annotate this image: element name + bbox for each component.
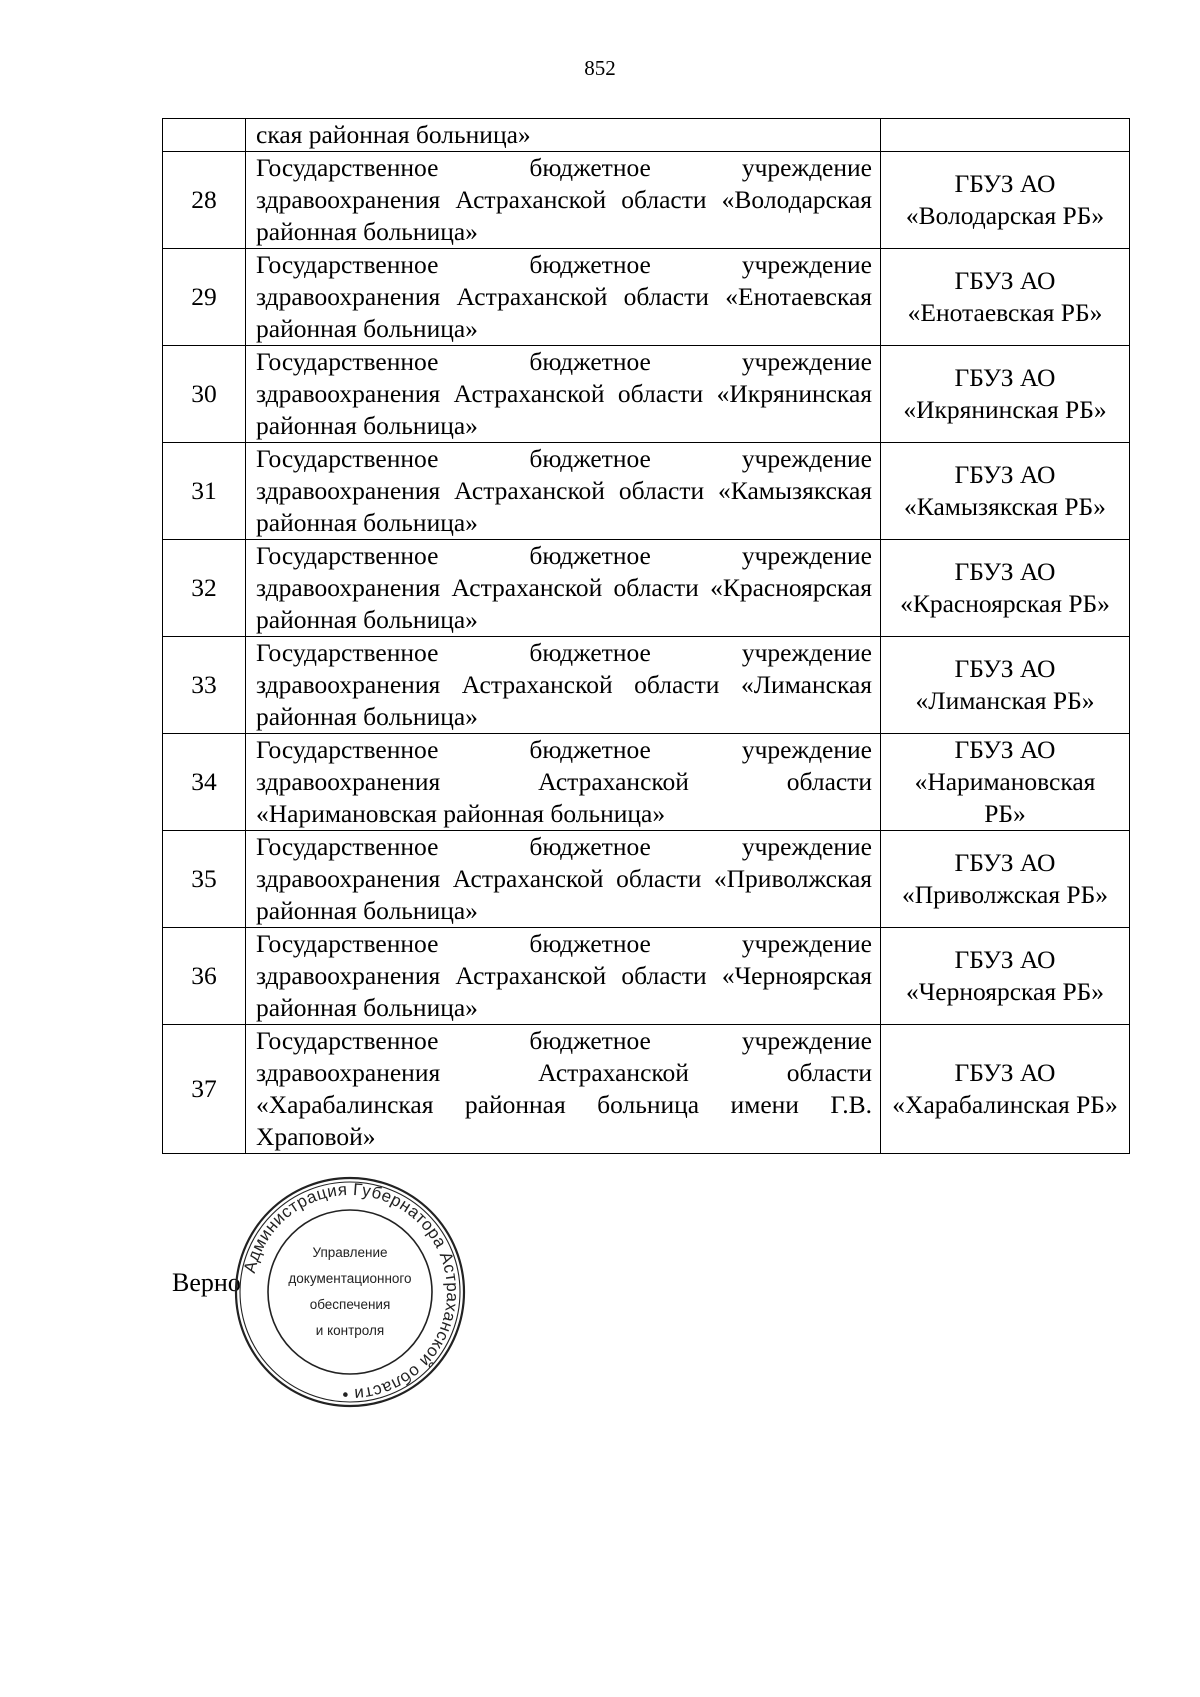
table-row [163, 734, 1130, 831]
svg-text:и контроля: и контроля [315, 1323, 385, 1338]
short-name-cell: ГБУЗ АО «Приволжская РБ» [881, 831, 1130, 928]
table-row [163, 540, 1130, 637]
full-name-cell: Государственное бюджетное учреждение здравоохранения Астраханской области «Красноярская районная больница» [246, 540, 881, 637]
full-name-cell: ская районная больница» [246, 119, 881, 152]
row-number [163, 119, 246, 152]
short-name-cell [881, 119, 1130, 152]
row-number: 36 [163, 928, 246, 1025]
full-name-cell: Государственное бюджетное учреждение здравоохранения Астраханской области «Икрянинская районная больница» [246, 346, 881, 443]
full-name-cell: Государственное бюджетное учреждение здравоохранения Астраханской области «Наримановская районная больница» [246, 734, 881, 831]
organizations-table [162, 118, 1130, 1154]
svg-text:документационного: документационного [288, 1271, 412, 1286]
table-row [163, 1025, 1130, 1154]
table-row [163, 831, 1130, 928]
row-number: 29 [163, 249, 246, 346]
short-name-cell: ГБУЗ АО «Красноярская РБ» [881, 540, 1130, 637]
svg-text:Администрация Губернатора Астр: Администрация Губернатора Астраханской области • [239, 1179, 463, 1405]
page-number: 852 [584, 56, 616, 80]
full-name-cell: Государственное бюджетное учреждение здравоохранения Астраханской области «Енотаевская районная больница» [246, 249, 881, 346]
table-row [163, 249, 1130, 346]
certify-label: Верно [172, 1268, 241, 1297]
full-name-cell: Государственное бюджетное учреждение здравоохранения Астраханской области «Лиманская районная больница» [246, 637, 881, 734]
full-name-cell: Государственное бюджетное учреждение здравоохранения Астраханской области «Камызякская районная больница» [246, 443, 881, 540]
row-number: 35 [163, 831, 246, 928]
table-row-continuation [163, 119, 1130, 152]
full-name-cell: Государственное бюджетное учреждение здравоохранения Астраханской области «Приволжская районная больница» [246, 831, 881, 928]
short-name-cell: ГБУЗ АО «Володарская РБ» [881, 152, 1130, 249]
row-number: 28 [163, 152, 246, 249]
row-number: 30 [163, 346, 246, 443]
full-name-cell: Государственное бюджетное учреждение здравоохранения Астраханской области «Харабалинская районная больница имени Г.В. Храповой» [246, 1025, 881, 1154]
row-number: 34 [163, 734, 246, 831]
short-name-cell: ГБУЗ АО «Харабалинская РБ» [881, 1025, 1130, 1154]
short-name-cell: ГБУЗ АО «Камызякская РБ» [881, 443, 1130, 540]
row-number: 31 [163, 443, 246, 540]
row-number: 32 [163, 540, 246, 637]
table-row [163, 928, 1130, 1025]
row-number: 33 [163, 637, 246, 734]
row-number: 37 [163, 1025, 246, 1154]
svg-text:Управление: Управление [312, 1245, 388, 1260]
official-seal [230, 1172, 470, 1412]
short-name-cell: ГБУЗ АО «Лиманская РБ» [881, 637, 1130, 734]
table-row [163, 346, 1130, 443]
short-name-cell: ГБУЗ АО «Икрянинская РБ» [881, 346, 1130, 443]
full-name-cell: Государственное бюджетное учреждение здравоохранения Астраханской области «Володарская районная больница» [246, 152, 881, 249]
short-name-cell: ГБУЗ АО «Наримановская РБ» [881, 734, 1130, 831]
short-name-cell: ГБУЗ АО «Енотаевская РБ» [881, 249, 1130, 346]
short-name-cell: ГБУЗ АО «Черноярская РБ» [881, 928, 1130, 1025]
table-row [163, 152, 1130, 249]
table-row [163, 443, 1130, 540]
table-row [163, 637, 1130, 734]
full-name-cell: Государственное бюджетное учреждение здравоохранения Астраханской области «Черноярская районная больница» [246, 928, 881, 1025]
svg-text:обеспечения: обеспечения [309, 1297, 391, 1312]
